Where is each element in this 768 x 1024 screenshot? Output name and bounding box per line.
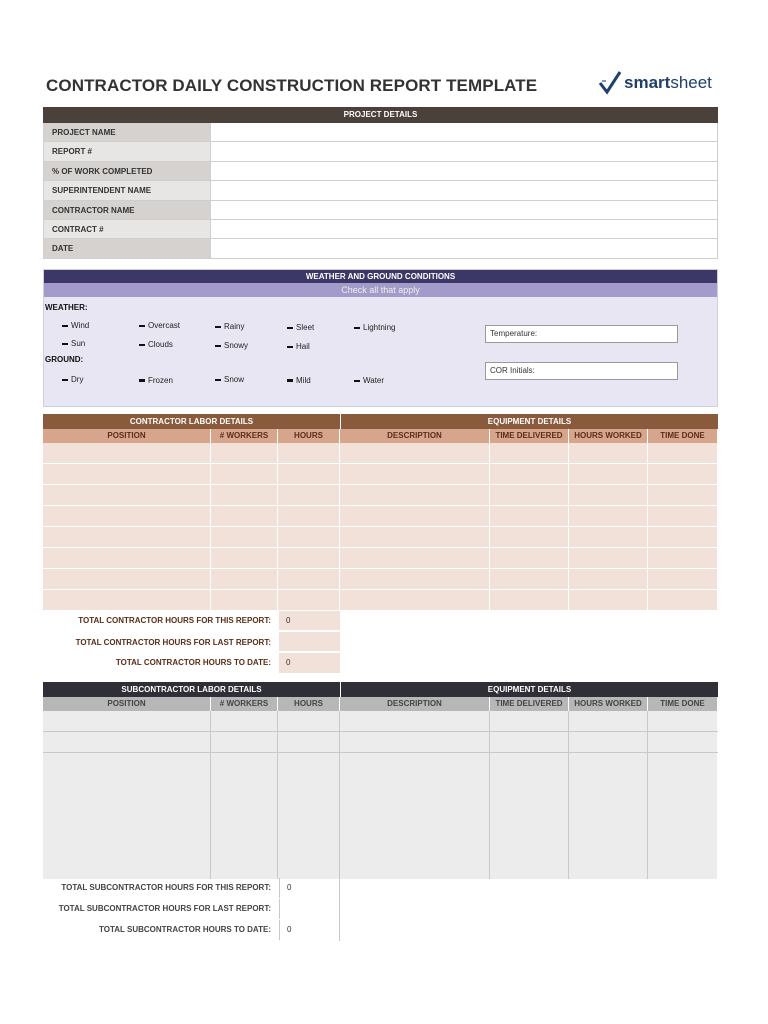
table-row bbox=[43, 569, 718, 590]
table-cell[interactable] bbox=[648, 443, 718, 463]
weather-label: WEATHER: bbox=[45, 303, 88, 312]
contractor-labor-table bbox=[43, 414, 718, 611]
checkbox-snowy[interactable] bbox=[215, 341, 248, 350]
checkbox-frozen[interactable] bbox=[139, 376, 173, 385]
table-cell[interactable] bbox=[211, 506, 278, 526]
table-cell[interactable] bbox=[340, 464, 490, 484]
col-workers: # WORKERS bbox=[211, 697, 278, 711]
table-cell[interactable] bbox=[43, 711, 211, 731]
subcontractor-labor-header: SUBCONTRACTOR LABOR DETAILS bbox=[43, 682, 340, 697]
table-cell[interactable] bbox=[340, 548, 490, 568]
table-cell[interactable] bbox=[278, 506, 340, 526]
table-row bbox=[43, 753, 718, 879]
weather-section bbox=[43, 269, 718, 407]
col-position: POSITION bbox=[43, 429, 211, 443]
table-cell[interactable] bbox=[211, 590, 278, 610]
project-field-label: % OF WORK COMPLETED bbox=[43, 162, 211, 180]
table-cell[interactable] bbox=[648, 485, 718, 505]
checkbox-sun[interactable] bbox=[62, 339, 85, 348]
table-cell[interactable] bbox=[211, 711, 278, 731]
table-row bbox=[43, 527, 718, 548]
table-cell[interactable] bbox=[211, 732, 278, 752]
table-row bbox=[43, 443, 718, 464]
subcontractor-total-last-label: TOTAL SUBCONTRACTOR HOURS FOR LAST REPORT: bbox=[58, 904, 271, 913]
option-label: Clouds bbox=[148, 340, 173, 349]
table-cell[interactable] bbox=[569, 590, 648, 610]
contractor-rows bbox=[43, 443, 718, 611]
percent-complete-input[interactable] bbox=[211, 162, 718, 180]
weather-subheader: Check all that apply bbox=[44, 283, 717, 297]
table-cell[interactable] bbox=[278, 485, 340, 505]
option-label: Snow bbox=[224, 375, 245, 384]
table-cell[interactable] bbox=[648, 527, 718, 547]
project-details-header: PROJECT DETAILS bbox=[43, 107, 718, 123]
table-cell[interactable] bbox=[648, 464, 718, 484]
equipment-header: EQUIPMENT DETAILS bbox=[340, 414, 718, 429]
checkbox-dry[interactable] bbox=[62, 375, 83, 384]
contractor-total-this-value[interactable]: 0 bbox=[279, 611, 340, 631]
table-cell[interactable] bbox=[648, 506, 718, 526]
option-label: Mild bbox=[296, 376, 311, 385]
table-cell[interactable] bbox=[648, 590, 718, 610]
table-cell[interactable] bbox=[569, 485, 648, 505]
project-row bbox=[43, 201, 718, 220]
divider bbox=[339, 878, 340, 941]
table-row bbox=[43, 711, 718, 732]
option-label: Sun bbox=[71, 339, 86, 348]
table-cell[interactable] bbox=[490, 590, 569, 610]
project-field-label: PROJECT NAME bbox=[43, 123, 211, 141]
table-cell[interactable] bbox=[43, 443, 211, 463]
subcontractor-total-date-label: TOTAL SUBCONTRACTOR HOURS TO DATE: bbox=[99, 925, 271, 934]
table-cell[interactable] bbox=[490, 443, 569, 463]
table-cell[interactable] bbox=[211, 527, 278, 547]
table-cell[interactable] bbox=[490, 732, 569, 752]
table-cell[interactable] bbox=[278, 732, 340, 752]
table-cell[interactable] bbox=[490, 527, 569, 547]
table-cell[interactable] bbox=[648, 548, 718, 568]
table-cell[interactable] bbox=[278, 548, 340, 568]
table-cell[interactable] bbox=[43, 548, 211, 568]
table-cell[interactable] bbox=[211, 443, 278, 463]
table-header bbox=[43, 682, 718, 697]
table-cell[interactable] bbox=[569, 753, 648, 879]
col-time-done: TIME DONE bbox=[648, 697, 718, 711]
checkbox-wind[interactable] bbox=[62, 321, 89, 330]
cor-initials-field[interactable]: COR Initials: bbox=[485, 362, 678, 380]
col-time-delivered: TIME DELIVERED bbox=[490, 429, 569, 443]
contract-number-input[interactable] bbox=[211, 220, 718, 238]
project-row bbox=[43, 123, 718, 142]
table-cell[interactable] bbox=[43, 569, 211, 589]
table-cell[interactable] bbox=[211, 464, 278, 484]
project-row bbox=[43, 220, 718, 239]
table-cell[interactable] bbox=[569, 443, 648, 463]
col-description: DESCRIPTION bbox=[340, 429, 490, 443]
equipment-header: EQUIPMENT DETAILS bbox=[340, 682, 718, 697]
contractor-total-last-label: TOTAL CONTRACTOR HOURS FOR LAST REPORT: bbox=[75, 638, 271, 647]
table-cell[interactable] bbox=[278, 753, 340, 879]
table-cell[interactable] bbox=[648, 753, 718, 879]
contractor-total-this-label: TOTAL CONTRACTOR HOURS FOR THIS REPORT: bbox=[78, 616, 271, 625]
date-input[interactable] bbox=[211, 239, 718, 257]
checkbox-mild[interactable] bbox=[287, 376, 311, 385]
option-label: Sleet bbox=[296, 323, 315, 332]
table-cell[interactable] bbox=[569, 711, 648, 731]
table-row bbox=[43, 485, 718, 506]
checkbox-snow[interactable] bbox=[215, 375, 244, 384]
smartsheet-logo bbox=[598, 68, 712, 98]
checkbox-mark bbox=[287, 327, 293, 328]
checkbox-mark bbox=[287, 346, 293, 347]
table-cell[interactable] bbox=[340, 443, 490, 463]
table-cell[interactable] bbox=[569, 527, 648, 547]
superintendent-input[interactable] bbox=[211, 181, 718, 199]
checkbox-mark bbox=[215, 345, 221, 346]
table-cell[interactable] bbox=[648, 711, 718, 731]
table-cell[interactable] bbox=[490, 711, 569, 731]
checkbox-overcast[interactable] bbox=[139, 321, 180, 330]
table-cell[interactable] bbox=[278, 590, 340, 610]
table-cell[interactable] bbox=[648, 732, 718, 752]
table-row bbox=[43, 732, 718, 753]
table-cell[interactable] bbox=[569, 464, 648, 484]
checkbox-mark bbox=[139, 379, 145, 382]
option-label: Rainy bbox=[224, 322, 245, 331]
col-description: DESCRIPTION bbox=[340, 697, 490, 711]
temperature-field[interactable]: Temperature: bbox=[485, 325, 678, 343]
table-cell[interactable] bbox=[211, 485, 278, 505]
table-cell[interactable] bbox=[211, 753, 278, 879]
table-cell[interactable] bbox=[340, 485, 490, 505]
table-cell[interactable] bbox=[211, 548, 278, 568]
option-label: Frozen bbox=[148, 376, 173, 385]
col-hours: HOURS bbox=[278, 429, 340, 443]
subcontractor-total-this-label: TOTAL SUBCONTRACTOR HOURS FOR THIS REPORT: bbox=[61, 883, 271, 892]
checkbox-water[interactable] bbox=[354, 376, 384, 385]
project-row bbox=[43, 142, 718, 161]
table-cell[interactable] bbox=[490, 464, 569, 484]
col-hours: HOURS bbox=[278, 697, 340, 711]
col-time-done: TIME DONE bbox=[648, 429, 718, 443]
table-cell[interactable] bbox=[278, 464, 340, 484]
project-details-section bbox=[43, 107, 718, 259]
project-field-label: CONTRACT # bbox=[43, 220, 211, 238]
contractor-name-input[interactable] bbox=[211, 201, 718, 219]
checkbox-clouds[interactable] bbox=[139, 340, 173, 349]
table-cell[interactable] bbox=[278, 569, 340, 589]
project-field-label: SUPERINTENDENT NAME bbox=[43, 181, 211, 199]
col-hours-worked: HOURS WORKED bbox=[569, 429, 648, 443]
weather-header: WEATHER AND GROUND CONDITIONS bbox=[44, 270, 717, 283]
table-cell[interactable] bbox=[278, 711, 340, 731]
option-label: Lightning bbox=[363, 323, 396, 332]
checkbox-mark bbox=[287, 379, 293, 382]
checkbox-rainy[interactable] bbox=[215, 322, 244, 331]
table-cell[interactable] bbox=[648, 569, 718, 589]
column-headers bbox=[43, 429, 718, 443]
checkbox-mark bbox=[62, 343, 68, 344]
subcontractor-labor-table bbox=[43, 682, 718, 879]
table-cell[interactable] bbox=[340, 711, 490, 731]
table-cell[interactable] bbox=[43, 464, 211, 484]
table-cell[interactable] bbox=[569, 548, 648, 568]
col-workers: # WORKERS bbox=[211, 429, 278, 443]
checkmark-icon bbox=[598, 70, 622, 96]
subcontractor-total-last-value[interactable] bbox=[279, 899, 340, 919]
table-row bbox=[43, 548, 718, 569]
contractor-total-date-label: TOTAL CONTRACTOR HOURS TO DATE: bbox=[115, 658, 271, 667]
table-cell[interactable] bbox=[490, 485, 569, 505]
table-row bbox=[43, 590, 718, 611]
checkbox-mark bbox=[215, 326, 221, 327]
col-hours-worked: HOURS WORKED bbox=[569, 697, 648, 711]
table-cell[interactable] bbox=[569, 506, 648, 526]
option-label: Water bbox=[363, 376, 385, 385]
table-cell[interactable] bbox=[569, 569, 648, 589]
option-label: Snowy bbox=[224, 341, 249, 350]
table-cell[interactable] bbox=[211, 569, 278, 589]
page-title: CONTRACTOR DAILY CONSTRUCTION REPORT TEMPLATE bbox=[46, 76, 538, 95]
table-cell[interactable] bbox=[278, 443, 340, 463]
option-label: Dry bbox=[71, 375, 84, 384]
table-cell[interactable] bbox=[490, 506, 569, 526]
project-name-input[interactable] bbox=[211, 123, 718, 141]
table-row bbox=[43, 464, 718, 485]
contractor-total-date-value[interactable]: 0 bbox=[279, 653, 340, 673]
option-label: Hail bbox=[296, 342, 310, 351]
table-row bbox=[43, 506, 718, 527]
checkbox-mark bbox=[139, 344, 145, 345]
checkbox-mark bbox=[62, 325, 68, 326]
table-cell[interactable] bbox=[43, 590, 211, 610]
project-details-rows bbox=[43, 123, 718, 259]
logo-word-light: sheet bbox=[670, 73, 712, 92]
contractor-total-last-value[interactable] bbox=[279, 632, 340, 652]
table-cell[interactable] bbox=[43, 506, 211, 526]
subcontractor-rows bbox=[43, 711, 718, 879]
report-number-input[interactable] bbox=[211, 142, 718, 160]
project-field-label: CONTRACTOR NAME bbox=[43, 201, 211, 219]
table-cell[interactable] bbox=[340, 569, 490, 589]
table-cell[interactable] bbox=[490, 753, 569, 879]
checkbox-lightning[interactable] bbox=[354, 323, 395, 332]
table-header bbox=[43, 414, 718, 429]
checkbox-mark bbox=[354, 327, 360, 328]
table-cell[interactable] bbox=[490, 548, 569, 568]
checkbox-mark bbox=[354, 380, 360, 381]
table-cell[interactable] bbox=[278, 527, 340, 547]
project-row bbox=[43, 239, 718, 258]
subcontractor-total-this-value[interactable]: 0 bbox=[279, 878, 340, 898]
table-cell[interactable] bbox=[340, 590, 490, 610]
table-cell[interactable] bbox=[43, 753, 211, 879]
col-position: POSITION bbox=[43, 697, 211, 711]
project-row bbox=[43, 181, 718, 200]
checkbox-mark bbox=[62, 379, 68, 380]
option-label: Wind bbox=[71, 321, 90, 330]
option-label: Overcast bbox=[148, 321, 181, 330]
checkbox-mark bbox=[215, 379, 221, 380]
subcontractor-total-date-value[interactable]: 0 bbox=[279, 920, 340, 940]
project-field-label: REPORT # bbox=[43, 142, 211, 160]
col-time-delivered: TIME DELIVERED bbox=[490, 697, 569, 711]
contractor-labor-header: CONTRACTOR LABOR DETAILS bbox=[43, 414, 340, 429]
logo-word-bold: smart bbox=[624, 73, 671, 92]
checkbox-hail[interactable] bbox=[287, 342, 310, 351]
table-cell[interactable] bbox=[43, 732, 211, 752]
ground-label: GROUND: bbox=[45, 355, 84, 364]
table-cell[interactable] bbox=[340, 527, 490, 547]
table-cell[interactable] bbox=[340, 732, 490, 752]
table-cell[interactable] bbox=[340, 753, 490, 879]
table-cell[interactable] bbox=[43, 485, 211, 505]
project-field-label: DATE bbox=[43, 239, 211, 257]
project-row bbox=[43, 162, 718, 181]
table-cell[interactable] bbox=[569, 732, 648, 752]
table-cell[interactable] bbox=[340, 506, 490, 526]
checkbox-mark bbox=[139, 325, 145, 326]
column-headers bbox=[43, 697, 718, 711]
checkbox-sleet[interactable] bbox=[287, 323, 314, 332]
table-cell[interactable] bbox=[43, 527, 211, 547]
table-cell[interactable] bbox=[490, 569, 569, 589]
